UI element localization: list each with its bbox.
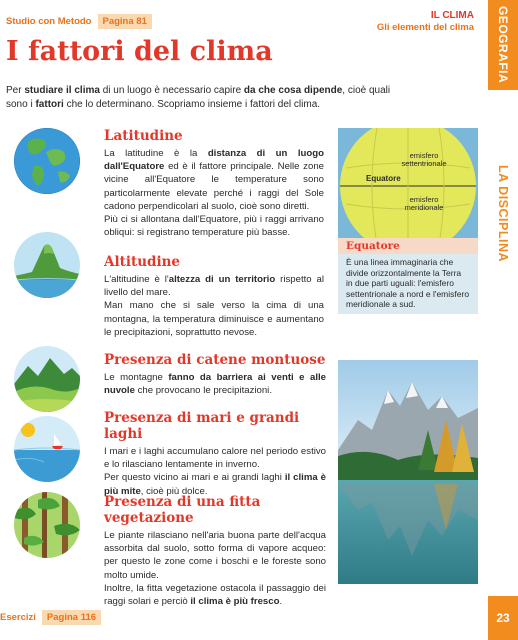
section-body: I mari e i laghi accumulano calore nel periodo estivo e lo rilasciano lentamente in inverno. Per questo vicino ai mari e ai grandi laghi il clima è più mite, cioè più dolce. [104,446,326,497]
section-body: Le piante rilasciano nell'aria buona parte dell'acqua assorbita dal suolo, sotto forma di vapore acqueo: per questo le zone come i boschi e le foreste sono molto umide. Inoltre, la fitta vegetazione ostacola il passaggio dei raggi solari e perciò il clima è più fresco. [104,530,326,608]
method-label: Studio con Metodo [6,16,92,27]
section-altitude [104,254,324,339]
globe-icon [14,128,80,194]
mountain-peak-icon [14,232,80,298]
equator-globe-diagram [338,128,478,238]
subchapter-title: Gli elementi del clima [376,22,474,33]
section-latitude [104,128,324,239]
method-page-link[interactable]: Pagina 81 [98,14,152,29]
equator-box-title: Equatore [338,238,478,254]
discipline-tab-label: LA DISCIPLINA [496,165,510,263]
section-body: La latitudine è la distanza di un luogo dall'Equatore ed è il fattore principale. Nelle zone vicine all'Equatore le temperature sono particolarmente elevate perché i raggi del Sole cadono perpendicolari al suolo, cioè sono diretti. Più ci si allontana dall'Equatore, più i raggi arrivano obliqui: si registrano temperature più basse. [104,148,324,239]
section-seas [104,410,326,498]
page-number: 23 [488,596,518,640]
exercises-reference [0,610,101,625]
page-title: I fattori del clima [6,36,273,67]
exercises-label: Esercizi [0,612,36,623]
section-title: Altitudine [104,254,180,270]
section-body: Le montagne fanno da barriera ai venti e alle nuvole che provocano le precipitazioni. [104,372,326,397]
section-title: Presenza di una fitta vegetazione [104,494,261,526]
intro-paragraph: Per studiare il clima di un luogo è necessario capire da che cosa dipende, cioè quali sono i fattori che lo determinano. Scopriamo insieme i fattori del clima. [6,85,391,110]
subject-tab-label: GEOGRAFIA [496,6,510,84]
section-body: L'altitudine è l'altezza di un territorio rispetto al livello del mare. Man mano che si sale verso la cima di una montagna, la temperatura diminuisce e aumentano le precipitazioni, soprattutto nevose. [104,274,325,338]
sea-icon [14,416,80,482]
equator-line-label: Equatore [366,174,401,183]
section-title: Latitudine [104,128,183,144]
method-reference [6,14,152,29]
north-hemisphere-label: emisfero settentrionale [401,151,447,168]
forest-icon [14,492,80,558]
subject-tab [488,0,518,90]
mountains-icon [14,346,80,412]
section-vegetation [104,494,326,608]
exercises-page-link[interactable]: Pagina 116 [42,610,101,625]
chapter-title: IL CLIMA [430,10,474,21]
section-title: Presenza di catene montuose [104,352,326,368]
chapter-header [377,10,474,33]
mountain-lake-photo [338,360,478,584]
section-title: Presenza di mari e grandi laghi [104,410,300,442]
discipline-tab [488,150,518,278]
section-mountains [104,352,326,397]
equator-box-text: È una linea immaginaria che divide orizzontalmente la Terra in due parti uguali: l'emisfero settentrionale a nord e l'emisfero meridionale a sud. [338,254,478,314]
south-hemisphere-label: emisfero meridionale [404,195,444,212]
